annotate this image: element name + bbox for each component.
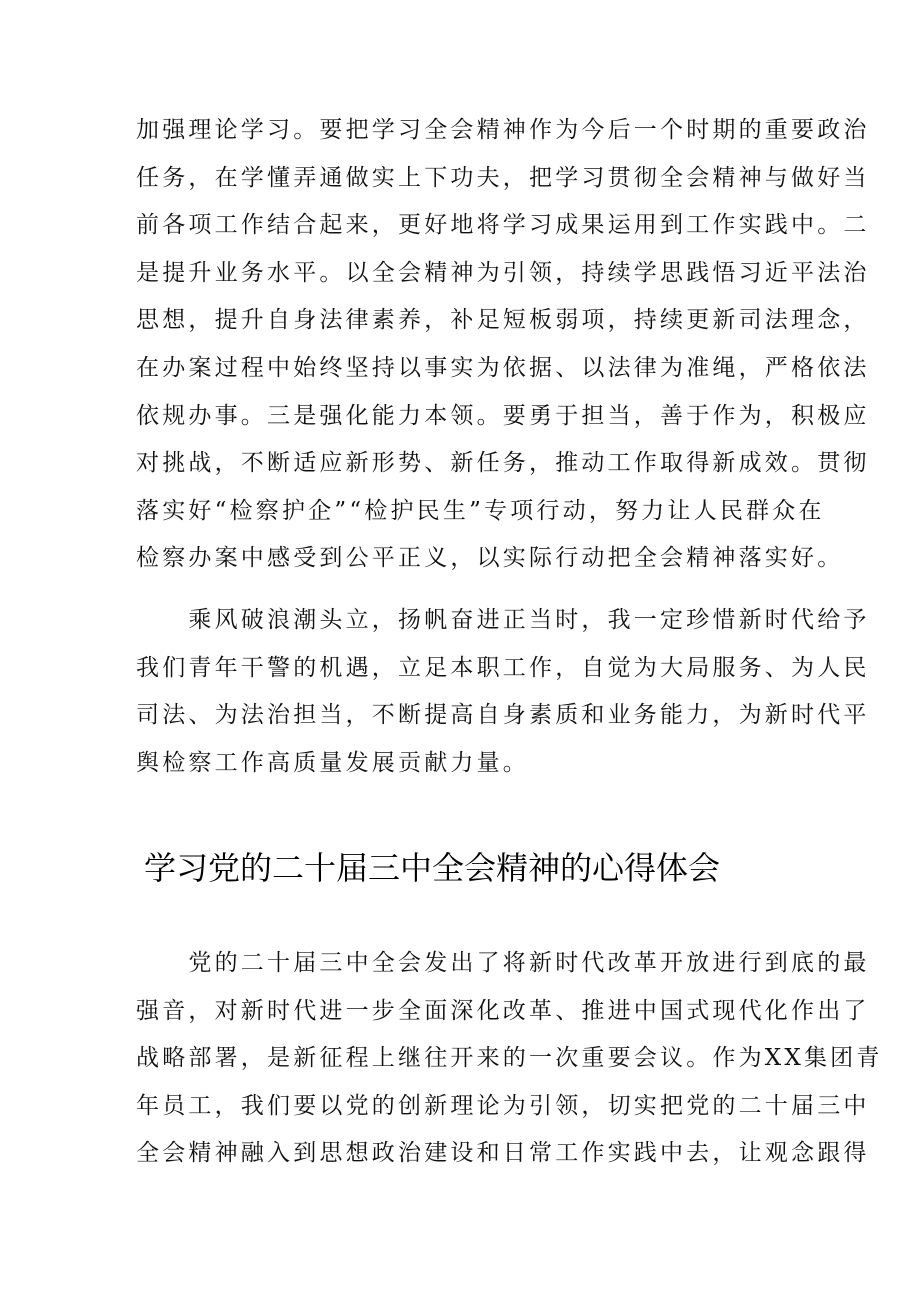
- paragraph-conclusion: [136, 597, 870, 787]
- text-line: 战略部署，是新征程上继往开来的一次重要会议。作为XX集团青: [136, 1045, 883, 1072]
- text-line: 全会精神融入到思想政治建设和日常工作实践中去，让观念跟得: [136, 1140, 870, 1167]
- text-line: 党的二十届三中全会发出了将新时代改革开放进行到底的最: [136, 950, 870, 976]
- text-line: 在办案过程中始终坚持以事实为依据、以法律为准绳，严格依法: [136, 354, 870, 381]
- text-line: 对挑战，不断适应新形势、新任务，推动工作取得新成效。贯彻: [136, 450, 870, 477]
- text-line: 落实好“检察护企”“检护民生”专项行动，努力让人民群众在: [136, 497, 825, 524]
- text-line: 强音，对新时代进一步全面深化改革、推进中国式现代化作出了: [136, 997, 870, 1024]
- text-line: 舆检察工作高质量发展贡献力量。: [136, 749, 529, 776]
- text-line: 检察办案中感受到公平正义，以实际行动把全会精神落实好。: [136, 545, 844, 572]
- paragraph-study-tasks: [136, 107, 870, 583]
- text-line: 前各项工作结合起来，更好地将学习成果运用到工作实践中。二: [136, 212, 870, 239]
- text-line: 是提升业务水平。以全会精神为引领，持续学思践悟习近平法治: [136, 259, 870, 286]
- text-line: 加强理论学习。要把学习全会精神作为今后一个时期的重要政治: [136, 117, 870, 143]
- text-line: 年员工，我们要以党的创新理论为引领，切实把党的二十届三中: [136, 1092, 870, 1119]
- paragraph-introduction: [136, 940, 883, 1178]
- text-line: 任务，在学懂弄通做实上下功夫，把学习贯彻全会精神与做好当: [136, 164, 870, 191]
- text-line: 依规办事。三是强化能力本领。要勇于担当，善于作为，积极应: [136, 402, 870, 429]
- section-title: 学习党的二十届三中全会精神的心得体会: [144, 849, 721, 887]
- text-line: 司法、为法治担当，不断提高自身素质和业务能力，为新时代平: [136, 702, 870, 729]
- text-line: 乘风破浪潮头立，扬帆奋进正当时，我一定珍惜新时代给予: [136, 607, 870, 633]
- text-line: 我们青年干警的机遇，立足本职工作，自觉为大局服务、为人民: [136, 654, 870, 681]
- text-line: 思想，提升自身法律素养，补足短板弱项，持续更新司法理念，: [136, 307, 870, 334]
